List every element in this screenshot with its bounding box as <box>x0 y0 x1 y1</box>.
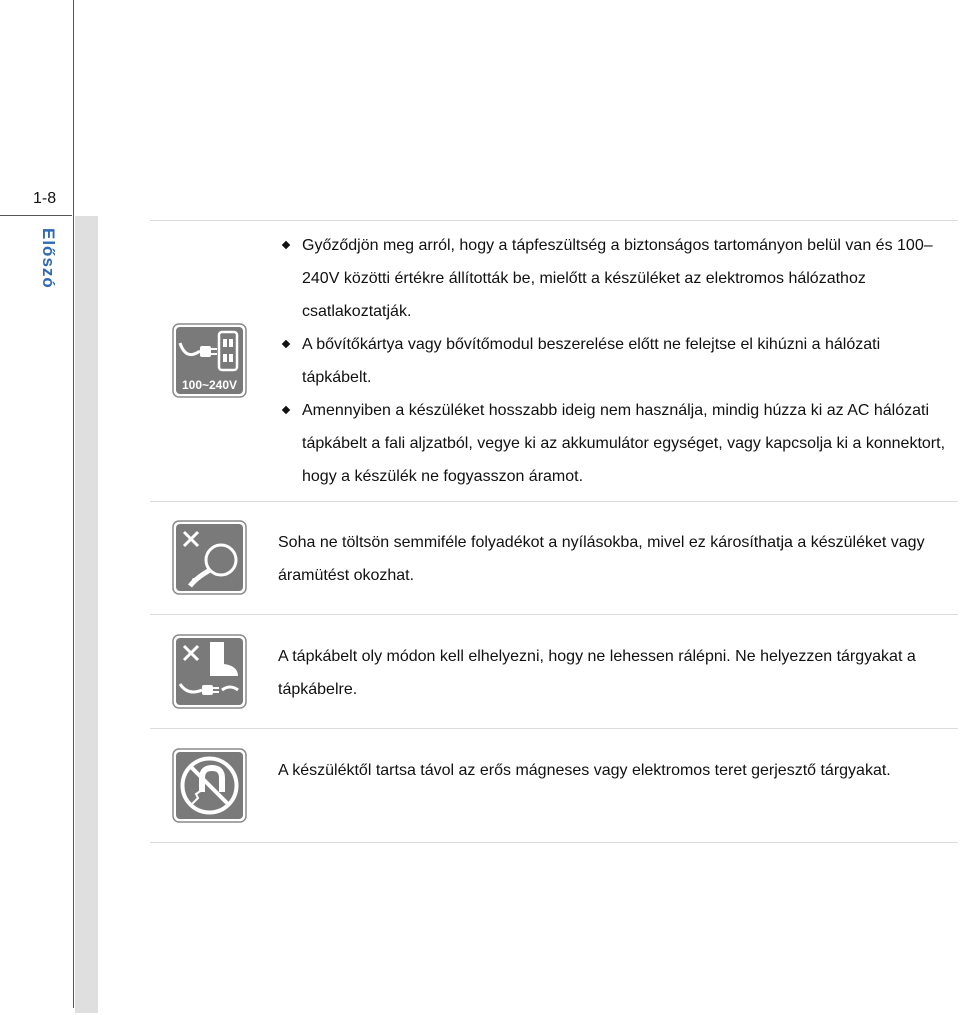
section-divider <box>150 728 958 729</box>
no-step-on-cable-icon <box>172 634 247 709</box>
no-magnet-icon <box>172 748 247 823</box>
list-item: Győződjön meg arról, hogy a tápfeszültség a biztonságos tartományon belül van és 100–240V közötti értékre állították be, mielőtt a készüléket az elektromos hálózathoz csatlakoztatják. <box>282 229 952 328</box>
section-divider <box>150 220 958 221</box>
bullet-icon <box>282 241 290 249</box>
page-number: 1-8 <box>33 190 57 207</box>
page-number-rule <box>0 215 72 216</box>
magnet-warning: A készüléktől tartsa távol az erős mágneses vagy elektromos teret gerjesztő tárgyakat. <box>278 762 891 779</box>
bullet-icon <box>282 406 290 414</box>
power-safety-list <box>282 229 952 493</box>
voltage-label: 100~240V <box>181 378 238 392</box>
no-liquid-icon <box>172 520 247 595</box>
section-divider <box>150 614 958 615</box>
chapter-tab: Előszó <box>39 228 58 289</box>
margin-line <box>73 0 74 1008</box>
liquid-warning: Soha ne töltsön semmiféle folyadékot a nyílásokba, mivel ez károsíthatja a készüléket vagy áramütést okozhat. <box>278 534 925 584</box>
section-divider <box>150 842 958 843</box>
list-item: Amennyiben a készüléket hosszabb ideig nem használja, mindig húzza ki az AC hálózati tápkábelt a fali aljzatból, vegye ki az akkumulátor egységet, vagy kapcsolja ki a konnektort, hogy a készülék ne fogyasszon áramot. <box>282 394 952 493</box>
list-item: A bővítőkártya vagy bővítőmodul beszerelése előtt ne felejtse el kihúzni a hálózati tápkábelt. <box>282 328 952 394</box>
bullet-icon <box>282 340 290 348</box>
margin-strip <box>75 216 98 1013</box>
power-voltage-icon <box>172 323 247 398</box>
section-divider <box>150 501 958 502</box>
cable-warning: A tápkábelt oly módon kell elhelyezni, hogy ne lehessen rálépni. Ne helyezzen tárgyakat a tápkábelre. <box>278 648 916 698</box>
